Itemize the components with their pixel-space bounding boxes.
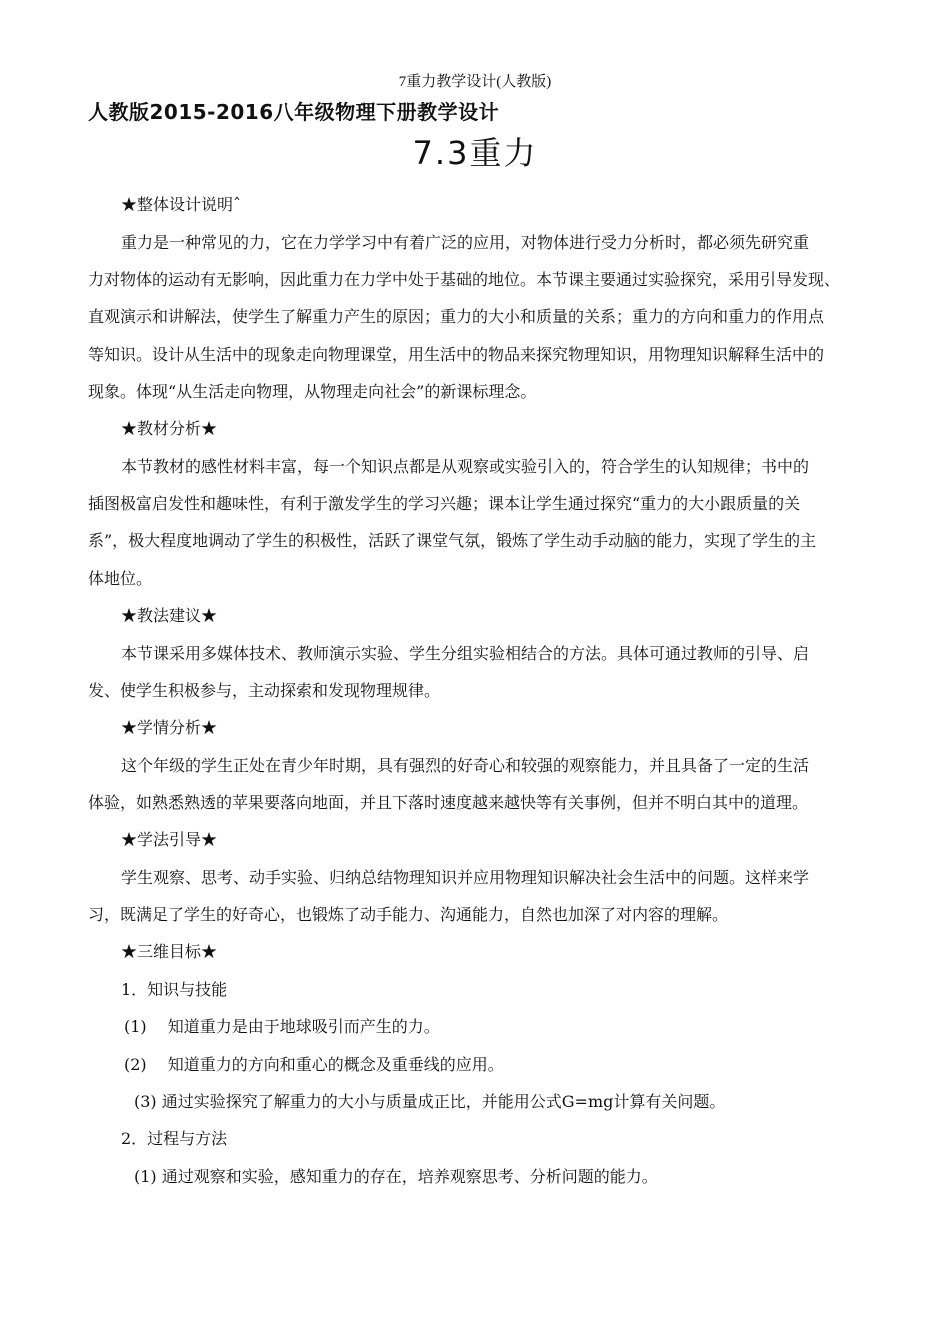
section-heading-method: ★教法建议★ [121, 606, 218, 625]
paragraph-line: 插图极富启发性和趣味性，有利于激发学生的学习兴趣；课本让学生通过探究“重力的大小跟质量的关 [88, 494, 801, 513]
page-header: 7重力教学设计(人教版) [398, 74, 552, 90]
goals-knowledge-item: (1) 知道重力是由于地球吸引而产生的力。 [124, 1017, 440, 1036]
section-heading-learning: ★学法引导★ [121, 830, 218, 849]
section-heading-material: ★教材分析★ [121, 419, 218, 438]
paragraph-line: 本节教材的感性材料丰富，每一个知识点都是从观察或实验引入的，符合学生的认知规律；书中的 [121, 457, 810, 476]
goals-process-title: 2．过程与方法 [121, 1129, 228, 1148]
section-heading-goals: ★三维目标★ [121, 942, 218, 961]
goals-knowledge-title: 1．知识与技能 [121, 980, 228, 999]
paragraph-line: 力对物体的运动有无影响，因此重力在力学中处于基础的地位。本节课主要通过实验探究，采用引导发现、 [88, 270, 841, 289]
section-heading-students: ★学情分析★ [121, 718, 218, 737]
goals-knowledge-item: (3) 通过实验探究了解重力的大小与质量成正比，并能用公式G=mg计算有关问题。 [134, 1092, 726, 1111]
paragraph-line: 习，既满足了学生的好奇心，也锻炼了动手能力、沟通能力，自然也加深了对内容的理解。 [88, 905, 729, 924]
paragraph-line: 直观演示和讲解法，使学生了解重力产生的原因；重力的大小和质量的关系；重力的方向和重力的作用点 [88, 307, 825, 326]
goals-process-item: (1) 通过观察和实验，感知重力的存在，培养观察思考、分析问题的能力。 [134, 1167, 658, 1186]
paragraph-line: 发、使学生积极参与，主动探索和发现物理规律。 [88, 681, 441, 700]
paragraph-line: 等知识。设计从生活中的现象走向物理课堂，用生活中的物品来探究物理知识，用物理知识解释生活中的 [88, 345, 825, 364]
section-heading-overall: ★整体设计说明ˆ [121, 195, 242, 214]
paragraph-line: 重力是一种常见的力，它在力学学习中有着广泛的应用，对物体进行受力分析时，都必须先研究重 [121, 233, 810, 252]
paragraph-line: 学生观察、思考、动手实验、归纳总结物理知识并应用物理知识解决社会生活中的问题。这样来学 [121, 868, 810, 887]
paragraph-line: 这个年级的学生正处在青少年时期，具有强烈的好奇心和较强的观察能力，并且具备了一定的生活 [121, 756, 810, 775]
paragraph-line: 现象。体现“从生活走向物理，从物理走向社会”的新课标理念。 [88, 382, 537, 401]
paragraph-line: 体地位。 [88, 569, 153, 588]
paragraph-line: 本节课采用多媒体技术、教师演示实验、学生分组实验相结合的方法。具体可通过教师的引导、启 [121, 644, 810, 663]
goals-knowledge-item: (2) 知道重力的方向和重心的概念及重垂线的应用。 [124, 1055, 504, 1074]
paragraph-line: 体验，如熟悉熟透的苹果要落向地面，并且下落时速度越来越快等有关事例，但并不明白其中的道理。 [88, 793, 809, 812]
paragraph-line: 系”，极大程度地调动了学生的积极性，活跃了课堂气氛，锻炼了学生动手动脑的能力，实现了学生的主 [88, 531, 817, 550]
document-title: 7.3重力 [412, 134, 538, 172]
document-subtitle: 人教版2015-2016八年级物理下册教学设计 [88, 100, 500, 124]
